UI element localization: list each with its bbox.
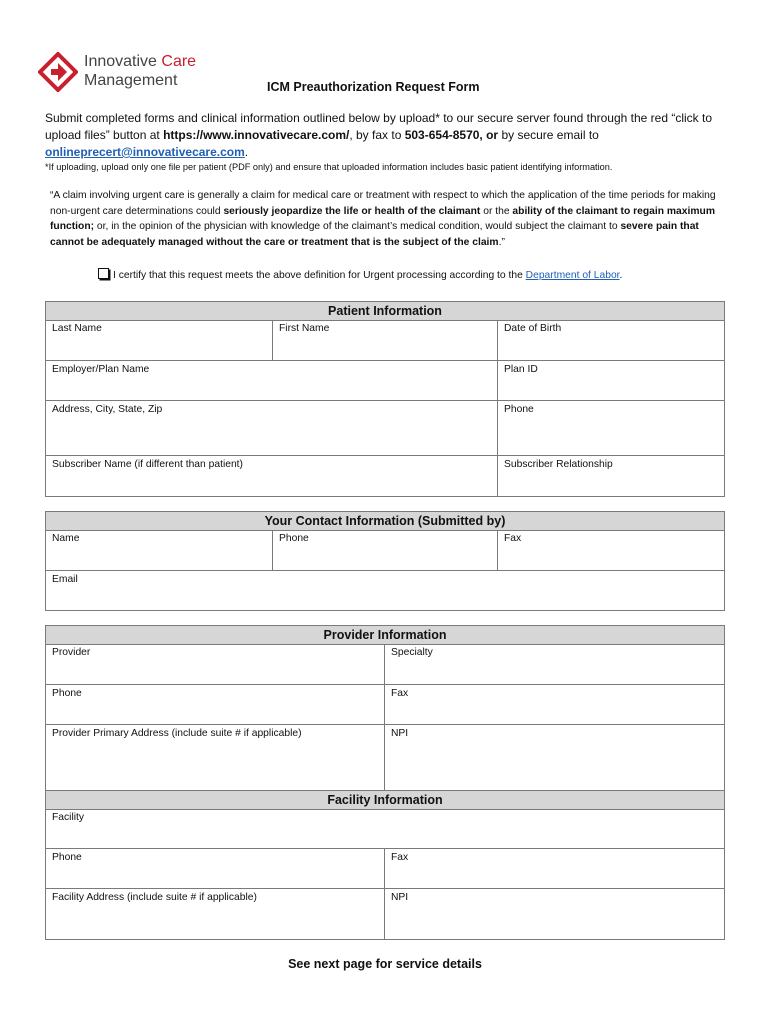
urgent-care-definition: “A claim involving urgent care is generally a claim for medical care or treatment with respect to which the application of the time periods for making non-urgent care determinations could seriously jeopardize the life or health of the claimant or the ability of the claimant to regain maximum function; or, in the opinion of the physician with knowledge of the claimant’s medical condition, would subject the claimant to severe pain that cannot be adequately managed without the care or treatment that is the subject of the claim.”	[50, 190, 716, 248]
address-field[interactable]: Address, City, State, Zip	[46, 401, 498, 456]
next-page-note: See next page for service details	[288, 957, 482, 971]
subscriber-name-field[interactable]: Subscriber Name (if different than patient)	[46, 456, 498, 496]
provider-address-field[interactable]: Provider Primary Address (include suite # if applicable)	[46, 725, 385, 792]
provider-information-heading: Provider Information	[46, 626, 724, 645]
logo-line-2: Management	[84, 72, 178, 89]
facility-information-section	[45, 790, 725, 940]
form-title: ICM Preauthorization Request Form	[267, 80, 480, 94]
patient-phone-field[interactable]: Phone	[498, 401, 724, 456]
urgent-certification: I certify that this request meets the above definition for Urgent processing according to the Department of Labor.	[98, 268, 622, 281]
facility-fax-field[interactable]: Fax	[385, 849, 724, 889]
facility-information-heading: Facility Information	[46, 791, 724, 810]
facility-address-field[interactable]: Facility Address (include suite # if applicable)	[46, 889, 385, 939]
provider-phone-field[interactable]: Phone	[46, 685, 385, 725]
provider-fax-field[interactable]: Fax	[385, 685, 724, 725]
contact-email-field[interactable]: Email	[52, 574, 78, 585]
upload-footnote: *If uploading, upload only one file per patient (PDF only) and ensure that uploaded information includes basic patient identifying information.	[45, 162, 613, 172]
date-of-birth-field[interactable]: Date of Birth	[498, 320, 724, 361]
subscriber-relationship-field[interactable]: Subscriber Relationship	[504, 459, 613, 470]
patient-information-section	[45, 301, 725, 497]
certify-checkbox[interactable]	[98, 268, 109, 279]
provider-information-section	[45, 625, 725, 791]
last-name-field[interactable]: Last Name	[46, 320, 273, 361]
logo-line-1: Innovative Care	[84, 53, 197, 70]
facility-npi-field[interactable]: NPI	[391, 892, 409, 903]
provider-name-field[interactable]: Provider	[46, 644, 385, 685]
certify-label: I certify that this request meets the above definition for Urgent processing according to the	[113, 270, 526, 281]
specialty-field[interactable]: Specialty	[385, 644, 724, 685]
contact-name-field[interactable]: Name	[46, 530, 273, 571]
contact-information-heading: Your Contact Information (Submitted by)	[46, 512, 724, 531]
facility-phone-field[interactable]: Phone	[46, 849, 385, 889]
plan-id-field[interactable]: Plan ID	[498, 361, 724, 401]
facility-name-field[interactable]: Facility	[46, 809, 724, 849]
contact-phone-field[interactable]: Phone	[273, 530, 498, 571]
employer-plan-name-field[interactable]: Employer/Plan Name	[46, 361, 498, 401]
company-logo	[38, 52, 218, 96]
contact-fax-field[interactable]: Fax	[498, 530, 724, 571]
department-of-labor-link[interactable]: Department of Labor	[525, 270, 620, 281]
logo-arrow-icon	[38, 52, 78, 92]
submission-instructions: Submit completed forms and clinical information outlined below by upload* to our secure server found through the red “click to upload files” button at https://www.innovativecare.com/, by fax to 503-654-8570, or by secure email to onlineprecert@innovativecare.com.	[45, 111, 713, 159]
fax-number: 503-654-8570, or	[404, 128, 499, 142]
patient-information-heading: Patient Information	[46, 302, 724, 321]
email-link[interactable]: onlineprecert@innovativecare.com	[45, 145, 245, 159]
contact-information-section	[45, 511, 725, 611]
provider-npi-field[interactable]: NPI	[391, 728, 409, 739]
upload-url: https://www.innovativecare.com/	[163, 128, 350, 142]
first-name-field[interactable]: First Name	[273, 320, 498, 361]
